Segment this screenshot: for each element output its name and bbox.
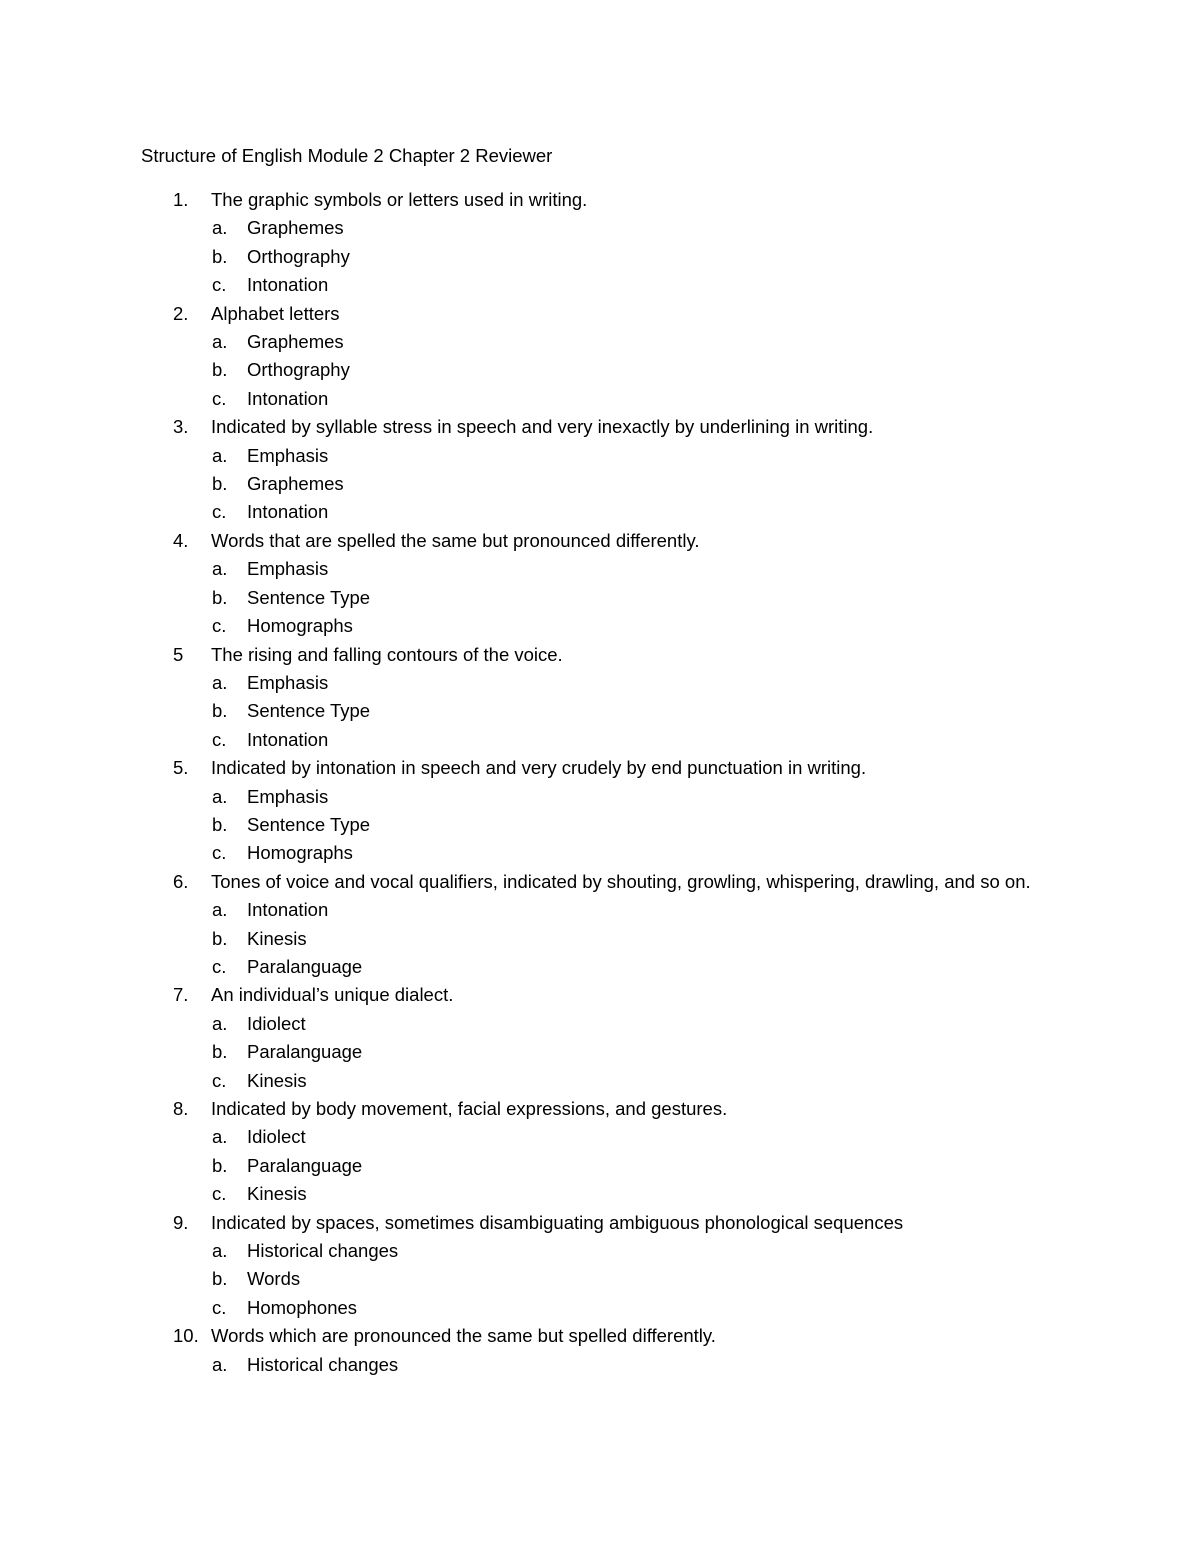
question-line bbox=[0, 186, 1200, 214]
option-item bbox=[0, 669, 1200, 697]
option-item bbox=[0, 470, 1200, 498]
option-letter: b. bbox=[212, 586, 228, 608]
option-letter: a. bbox=[212, 671, 228, 693]
option-letter: a. bbox=[212, 1126, 228, 1148]
option-text: Intonation bbox=[247, 501, 329, 523]
option-item bbox=[0, 1010, 1200, 1038]
question-line bbox=[0, 981, 1200, 1009]
option-text: Homographs bbox=[247, 615, 353, 637]
question-number: 5 bbox=[173, 643, 184, 665]
option-item bbox=[0, 498, 1200, 526]
option-item bbox=[0, 726, 1200, 754]
option-item bbox=[0, 783, 1200, 811]
question-item bbox=[0, 754, 1200, 868]
option-item bbox=[0, 1265, 1200, 1293]
question-line bbox=[0, 868, 1200, 896]
question-text: Words that are spelled the same but pronounced differently. bbox=[211, 529, 700, 551]
question-line bbox=[0, 641, 1200, 669]
option-text: Sentence Type bbox=[247, 700, 371, 722]
question-item bbox=[0, 527, 1200, 641]
option-item bbox=[0, 1038, 1200, 1066]
option-text: Graphemes bbox=[247, 473, 344, 495]
option-list bbox=[0, 442, 1200, 527]
option-text: Intonation bbox=[247, 728, 329, 750]
option-letter: b. bbox=[212, 1268, 228, 1290]
option-list bbox=[0, 1351, 1200, 1379]
option-letter: a. bbox=[212, 558, 228, 580]
option-letter: a. bbox=[212, 217, 228, 239]
option-item bbox=[0, 839, 1200, 867]
option-letter: c. bbox=[212, 955, 227, 977]
question-item bbox=[0, 981, 1200, 1095]
question-number: 1. bbox=[173, 189, 189, 210]
question-line bbox=[0, 1322, 1200, 1350]
question-item bbox=[0, 300, 1200, 414]
option-text: Orthography bbox=[247, 245, 350, 267]
option-letter: c. bbox=[212, 1296, 227, 1318]
question-line bbox=[0, 1095, 1200, 1123]
option-item bbox=[0, 328, 1200, 356]
option-text: Intonation bbox=[247, 274, 329, 296]
option-text: Paralanguage bbox=[247, 1041, 363, 1063]
option-letter: a. bbox=[212, 1240, 228, 1262]
option-text: Historical changes bbox=[247, 1240, 399, 1262]
question-text: An individual’s unique dialect. bbox=[211, 984, 454, 1006]
option-list bbox=[0, 555, 1200, 640]
option-list bbox=[0, 328, 1200, 413]
option-letter: b. bbox=[212, 1041, 228, 1063]
option-letter: c. bbox=[212, 501, 227, 523]
option-text: Kinesis bbox=[247, 927, 307, 949]
option-text: Paralanguage bbox=[247, 1154, 363, 1176]
option-item bbox=[0, 1294, 1200, 1322]
option-text: Emphasis bbox=[247, 558, 329, 580]
option-item bbox=[0, 271, 1200, 299]
option-item bbox=[0, 925, 1200, 953]
option-letter: b. bbox=[212, 1154, 228, 1176]
option-letter: a. bbox=[212, 444, 228, 466]
option-letter: b. bbox=[212, 359, 228, 381]
option-item bbox=[0, 896, 1200, 924]
question-number: 3. bbox=[173, 416, 189, 438]
option-item bbox=[0, 584, 1200, 612]
option-item bbox=[0, 1180, 1200, 1208]
question-line bbox=[0, 300, 1200, 328]
option-letter: c. bbox=[212, 1183, 227, 1205]
option-text: Words bbox=[247, 1268, 301, 1290]
option-list bbox=[0, 669, 1200, 754]
question-item bbox=[0, 186, 1200, 300]
option-list bbox=[0, 1123, 1200, 1208]
option-item bbox=[0, 1152, 1200, 1180]
question-text: Indicated by spaces, sometimes disambiguating ambiguous phonological sequences bbox=[211, 1211, 904, 1233]
option-text: Emphasis bbox=[247, 444, 329, 466]
question-list bbox=[0, 186, 1200, 1379]
option-letter: c. bbox=[212, 615, 227, 637]
option-list bbox=[0, 1237, 1200, 1322]
option-text: Idiolect bbox=[247, 1126, 306, 1148]
option-letter: c. bbox=[212, 842, 227, 864]
option-letter: b. bbox=[212, 813, 228, 835]
option-list bbox=[0, 896, 1200, 981]
question-line bbox=[0, 1209, 1200, 1237]
option-letter: a. bbox=[212, 785, 228, 807]
question-number: 5. bbox=[173, 757, 189, 779]
question-item bbox=[0, 1209, 1200, 1323]
question-line bbox=[0, 527, 1200, 555]
question-item bbox=[0, 641, 1200, 755]
option-text: Graphemes bbox=[247, 217, 344, 239]
option-item bbox=[0, 1351, 1200, 1379]
question-number: 7. bbox=[173, 984, 189, 1006]
question-item bbox=[0, 1322, 1200, 1379]
option-text: Kinesis bbox=[247, 1183, 307, 1205]
option-item bbox=[0, 811, 1200, 839]
question-line bbox=[0, 413, 1200, 441]
option-text: Kinesis bbox=[247, 1069, 307, 1091]
option-text: Emphasis bbox=[247, 671, 329, 693]
option-letter: b. bbox=[212, 700, 228, 722]
question-text: Alphabet letters bbox=[211, 302, 340, 324]
question-text: The rising and falling contours of the voice. bbox=[211, 643, 563, 665]
option-text: Homophones bbox=[247, 1296, 358, 1318]
option-text: Graphemes bbox=[247, 331, 344, 353]
option-letter: c. bbox=[212, 274, 227, 296]
option-letter: a. bbox=[212, 1012, 228, 1034]
option-item bbox=[0, 953, 1200, 981]
question-number: 8. bbox=[173, 1098, 189, 1119]
option-text: Intonation bbox=[247, 899, 329, 921]
option-list bbox=[0, 214, 1200, 299]
option-text: Emphasis bbox=[247, 785, 329, 807]
option-letter: a. bbox=[212, 1353, 228, 1375]
option-list bbox=[0, 1010, 1200, 1095]
option-text: Orthography bbox=[247, 359, 350, 381]
option-item bbox=[0, 243, 1200, 271]
option-text: Homographs bbox=[247, 842, 353, 864]
question-number: 9. bbox=[173, 1211, 189, 1233]
option-item bbox=[0, 555, 1200, 583]
question-item bbox=[0, 413, 1200, 527]
question-item bbox=[0, 1095, 1200, 1209]
question-text: Indicated by body movement, facial expressions, and gestures. bbox=[211, 1098, 728, 1119]
question-text: Words which are pronounced the same but spelled differently. bbox=[211, 1325, 716, 1347]
option-item bbox=[0, 1237, 1200, 1265]
question-item bbox=[0, 868, 1200, 982]
option-letter: a. bbox=[212, 331, 228, 353]
option-item bbox=[0, 612, 1200, 640]
document-title: Structure of English Module 2 Chapter 2 Reviewer bbox=[141, 145, 553, 166]
question-text: Tones of voice and vocal qualifiers, indicated by shouting, growling, whispering, drawling, and so on. bbox=[211, 870, 1031, 892]
option-item bbox=[0, 1067, 1200, 1095]
question-line bbox=[0, 754, 1200, 782]
option-item bbox=[0, 214, 1200, 242]
option-text: Sentence Type bbox=[247, 586, 371, 608]
question-number: 6. bbox=[173, 870, 189, 892]
question-number: 10. bbox=[173, 1325, 199, 1347]
option-letter: c. bbox=[212, 728, 227, 750]
option-letter: b. bbox=[212, 473, 228, 495]
question-text: Indicated by intonation in speech and very crudely by end punctuation in writing. bbox=[211, 757, 867, 779]
option-item bbox=[0, 385, 1200, 413]
question-number: 2. bbox=[173, 302, 189, 324]
option-letter: c. bbox=[212, 1069, 227, 1091]
question-number: 4. bbox=[173, 529, 189, 551]
option-text: Historical changes bbox=[247, 1353, 399, 1375]
option-letter: a. bbox=[212, 899, 228, 921]
option-text: Intonation bbox=[247, 387, 329, 409]
option-item bbox=[0, 697, 1200, 725]
option-letter: c. bbox=[212, 387, 227, 409]
option-item bbox=[0, 442, 1200, 470]
option-item bbox=[0, 1123, 1200, 1151]
option-text: Paralanguage bbox=[247, 955, 363, 977]
question-text: The graphic symbols or letters used in writing. bbox=[211, 189, 588, 210]
option-text: Idiolect bbox=[247, 1012, 306, 1034]
option-item bbox=[0, 356, 1200, 384]
option-letter: b. bbox=[212, 927, 228, 949]
option-letter: b. bbox=[212, 245, 228, 267]
option-list bbox=[0, 783, 1200, 868]
option-text: Sentence Type bbox=[247, 813, 371, 835]
question-text: Indicated by syllable stress in speech and very inexactly by underlining in writing. bbox=[211, 416, 874, 438]
